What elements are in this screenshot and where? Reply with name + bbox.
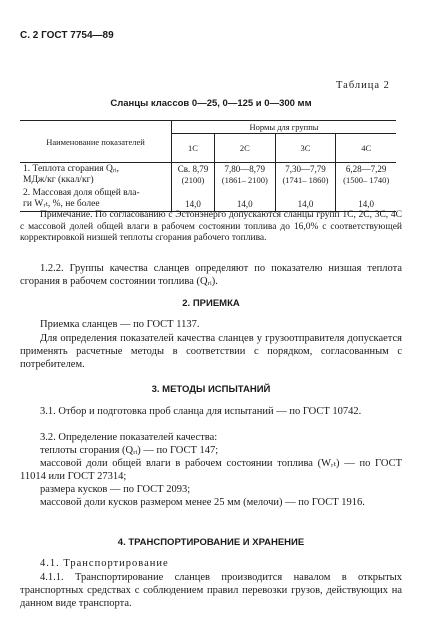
list-item-heat: теплоты сгорания (Qᵣᵢ) — по ГОСТ 147;: [40, 445, 219, 456]
list-item-fines: массовой доли кусков размером менее 25 мм (мелочи) — по ГОСТ 1916.: [40, 497, 365, 508]
col-header-name: Наименование показателей: [20, 121, 172, 163]
table-title: Сланцы классов 0—25, 0—125 и 0—300 мм: [110, 98, 312, 109]
paragraph-3-1: 3.1. Отбор и подготовка проб сланца для испытаний — по ГОСТ 10742.: [40, 406, 362, 417]
section-4-title: 4. ТРАНСПОРТИРОВАНИЕ И ХРАНЕНИЕ: [117, 537, 305, 548]
list-item-size: размера кусков — по ГОСТ 2093;: [40, 484, 191, 495]
group-header-3c: 3С: [275, 134, 336, 163]
group-header-2c: 2С: [214, 134, 275, 163]
col-header-norms: Нормы для группы: [172, 121, 397, 134]
group-header-1c: 1С: [172, 134, 215, 163]
cell-3c-heat: 7,30—7,79 (1741– 1860): [275, 163, 336, 188]
section-3-title: 3. МЕТОДЫ ИСПЫТАНИЙ: [151, 384, 271, 395]
cell-1c-moisture: 14,0: [172, 187, 215, 212]
list-item-moisture: массовой доли общей влаги в рабочем состоянии топлива (Wᵣₜ) — по ГОСТ 11014 или ГОСТ 27314;: [20, 458, 402, 482]
cell-1c-heat: Св. 8,79 (2100): [172, 163, 215, 188]
cell-2c-heat: 7,80—8,79 (1861– 2100): [214, 163, 275, 188]
table-label: Таблица 2: [336, 80, 390, 91]
cell-4c-moisture: 14,0: [336, 187, 396, 212]
row-name-heat: 1. Теплота сгорания Qᵣᵢ, МДж/кг (ккал/кг): [20, 163, 172, 188]
paragraph-3-2: 3.2. Определение показателей качества:: [40, 432, 218, 443]
section-2-p1: Приемка сланцев — по ГОСТ 1137.: [40, 319, 200, 330]
cell-4c-heat: 6,28—7,29 (1500– 1740): [336, 163, 396, 188]
group-header-4c: 4С: [336, 134, 396, 163]
page-header: С. 2 ГОСТ 7754—89: [20, 30, 114, 41]
section-2-title: 2. ПРИЕМКА: [182, 298, 240, 309]
section-2-p2: Для определения показателей качества сланцев у грузоотправителя допускается применять расчетные методы в соответствии с порядком, согласованным с потребителем.: [20, 333, 402, 370]
cell-3c-moisture: 14,0: [275, 187, 336, 212]
paragraph-1-2-2: 1.2.2. Группы качества сланцев определяют по показателю низшая теплота сгорания в рабочем состоянии топлива (Qᵣᵢ).: [20, 263, 402, 287]
cell-2c-moisture: 14,0: [214, 187, 275, 212]
quality-table: [20, 120, 396, 212]
table-row: [20, 187, 396, 212]
paragraph-4-1-1: 4.1.1. Транспортирование сланцев производится навалом в открытых транспортных средствах с соблюдением правил перевозки грузов, действующих на данном виде транспорта.: [20, 572, 402, 609]
paragraph-4-1: 4.1. Транспортирование: [40, 558, 169, 569]
table-note: Примечание. По согласованию с Эстонэнерго допускаются сланцы групп 1С, 2С, 3С, 4С с массовой долей общей влаги в рабочем состоянии топлива до 16,0% с соответствующей корректировкой низшей теплоты сгорания рабочего топлива.: [20, 210, 402, 243]
row-name-moisture: 2. Массовая доля общей вла- ги Wᵣₜ, %, не более: [20, 187, 172, 212]
table-row: [20, 163, 396, 188]
